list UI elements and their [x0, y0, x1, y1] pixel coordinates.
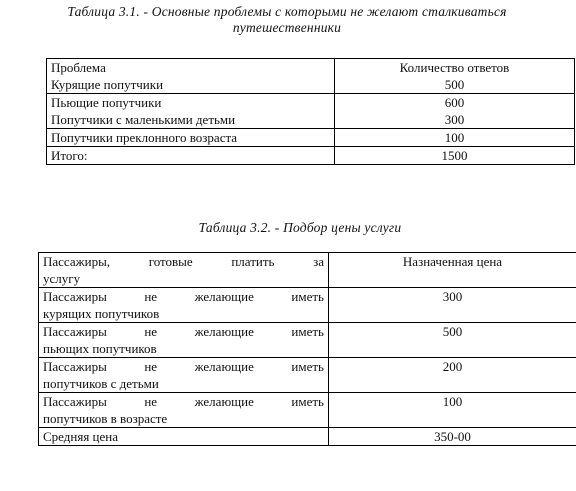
price-table: [38, 252, 576, 446]
problem-cell: Пьющие попутчики: [47, 94, 335, 112]
price-cell: 100: [329, 393, 576, 428]
passenger-line2: пьющих попутчиков: [43, 341, 157, 356]
table-row: [39, 428, 576, 446]
table-row: [39, 253, 576, 288]
price-header: Назначенная цена: [329, 253, 576, 288]
count-cell: 1500: [335, 147, 575, 165]
table1-caption: Таблица 3.1. - Основные проблемы с которыми не желают сталкиваться путешественники: [67, 4, 507, 35]
passenger-line1: Пассажиры не желающие иметь: [43, 324, 324, 339]
passenger-line1: Пассажиры, готовые платить за: [43, 254, 324, 269]
table2-caption: Таблица 3.2. - Подбор цены услуги: [198, 220, 402, 235]
count-cell: 600: [335, 94, 575, 112]
problems-table: [46, 58, 575, 165]
passenger-line1: Пассажиры не желающие иметь: [43, 394, 324, 409]
table-row: [39, 358, 576, 393]
passenger-cell: [39, 358, 329, 393]
passenger-line2: попутчиков с детьми: [43, 376, 159, 391]
price-cell: 500: [329, 323, 576, 358]
header-answer-count: Количество ответов: [335, 59, 575, 77]
table-row: [47, 147, 575, 165]
passenger-cell: [39, 393, 329, 428]
passenger-cell: [39, 428, 329, 446]
table-row: [39, 288, 576, 323]
passenger-cell: [39, 323, 329, 358]
passenger-cell: [39, 253, 329, 288]
table-row: [47, 76, 575, 94]
price-cell: 200: [329, 358, 576, 393]
table-row: [39, 393, 576, 428]
count-cell: 500: [335, 76, 575, 94]
passenger-line1: Пассажиры не желающие иметь: [43, 289, 324, 304]
passenger-cell: [39, 288, 329, 323]
table-row: [47, 94, 575, 112]
table-row: [39, 323, 576, 358]
header-problem: Проблема: [47, 59, 335, 77]
table-row: [47, 129, 575, 147]
passenger-line1: Пассажиры не желающие иметь: [43, 359, 324, 374]
price-cell: 300: [329, 288, 576, 323]
passenger-line2: курящих попутчиков: [43, 306, 160, 321]
passenger-line1: Средняя цена: [43, 429, 119, 444]
table-row: [47, 111, 575, 129]
problem-cell: Попутчики преклонного возраста: [47, 129, 335, 147]
problem-cell: Итого:: [47, 147, 335, 165]
problem-cell: Попутчики с маленькими детьми: [47, 111, 335, 129]
problem-cell: Курящие попутчики: [47, 76, 335, 94]
price-cell: 350-00: [329, 428, 576, 446]
count-cell: 300: [335, 111, 575, 129]
passenger-line2: услугу: [43, 271, 81, 286]
table-header-row: [47, 59, 575, 77]
passenger-line2: попутчиков в возрасте: [43, 411, 168, 426]
count-cell: 100: [335, 129, 575, 147]
